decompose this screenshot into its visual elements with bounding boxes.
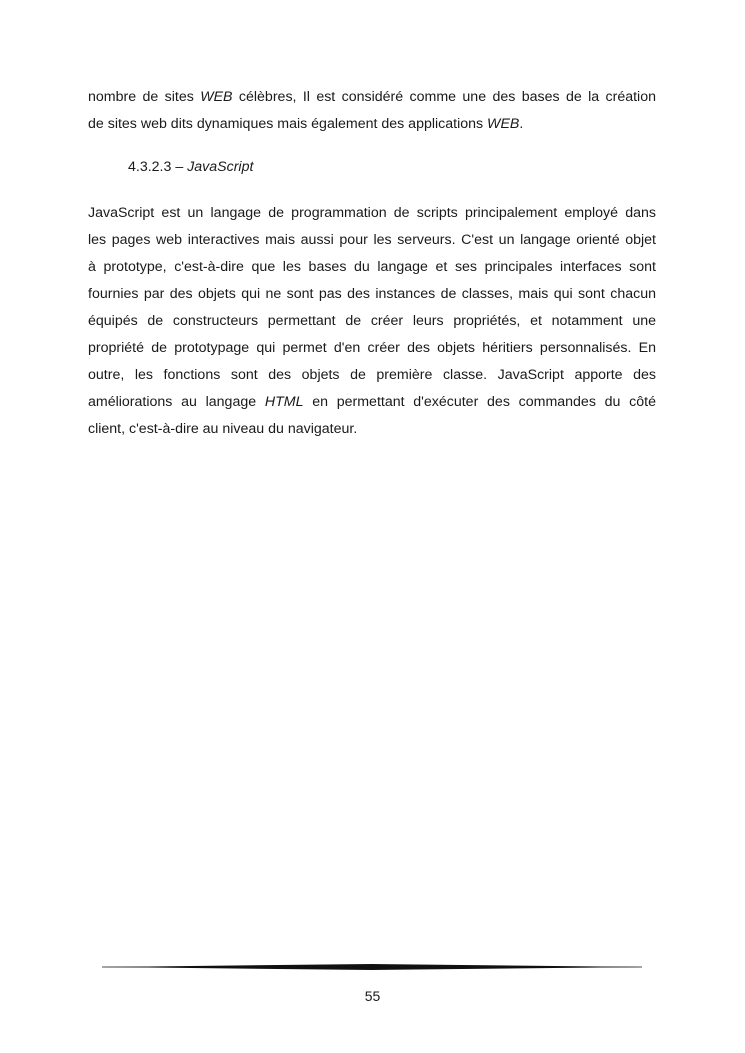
body-line: fournies par des objets qui ne sont pas des instances de classes, mais qui sont chacun (88, 286, 656, 302)
body-line: outre, les fonctions sont des objets de première classe. JavaScript apporte des (88, 367, 656, 383)
body-line: améliorations au langage HTML en permettant d'exécuter des commandes du côté (88, 394, 656, 410)
section-heading (128, 154, 253, 181)
section-title: JavaScript (187, 159, 254, 175)
intro-line-2: de sites web dits dynamiques mais également des applications WEB. (88, 116, 524, 132)
body-line: à prototype, c'est-à-dire que les bases du langage et ses principales interfaces sont (88, 259, 656, 275)
footer-divider (102, 960, 642, 974)
intro-line-1: nombre de sites WEB célèbres, Il est considéré comme une des bases de la création (88, 89, 656, 105)
section-number: 4.3.2.3 – (128, 159, 188, 175)
body-line: équipés de constructeurs permettant de créer leurs propriétés, et notamment une (88, 313, 656, 329)
body-line: client, c'est-à-dire au niveau du navigateur. (88, 421, 358, 437)
javascript-paragraph (88, 200, 656, 443)
body-line: propriété de prototypage qui permet d'en créer des objets héritiers personnalisés. En (88, 340, 656, 356)
body-line: JavaScript est un langage de programmation de scripts principalement employé dans (88, 205, 656, 221)
page-number: 55 (364, 988, 381, 1004)
intro-paragraph (88, 84, 656, 138)
body-line: les pages web interactives mais aussi pour les serveurs. C'est un langage orienté objet (88, 232, 656, 248)
